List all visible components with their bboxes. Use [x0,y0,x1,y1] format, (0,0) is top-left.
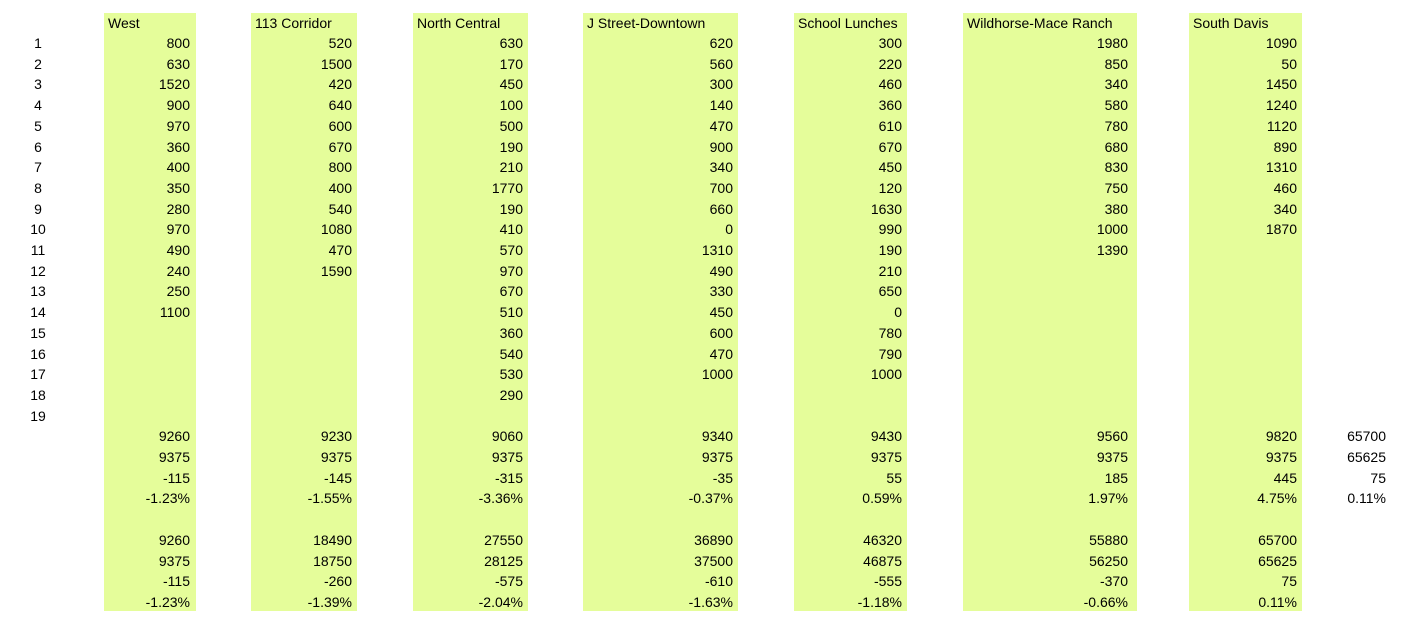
cumulative-cell: 46875 [863,552,902,569]
summary-cell: 9060 [491,428,523,445]
cumulative-cell: 28125 [484,552,523,569]
summary-cell: 9340 [701,428,733,445]
data-cell: 340 [1273,200,1297,217]
data-cell: 1980 [1096,35,1128,51]
summary-cell: 445 [1273,469,1297,486]
data-cell: 210 [878,262,902,279]
data-cell: 970 [166,117,190,134]
data-cell: 1310 [701,242,733,258]
data-cell: 360 [166,138,190,155]
data-cell: 620 [709,35,733,51]
data-cell: 1000 [701,366,733,383]
data-cell: 510 [499,304,523,321]
row-number: 6 [34,138,42,155]
summary-cell: 9375 [1265,449,1297,465]
summary-cell: 0.59% [862,490,902,507]
data-cell: 1000 [1096,221,1128,238]
summary-cell: 9375 [491,449,523,465]
data-cell: 1310 [1265,159,1297,176]
data-cell: 970 [499,262,523,279]
row-number: 4 [34,97,42,114]
data-cell: 170 [499,55,523,72]
cumulative-cell: 18750 [313,552,352,569]
data-cell: 610 [878,117,902,134]
row-number: 9 [34,200,42,217]
data-cell: 360 [878,97,902,114]
data-cell: 1390 [1096,242,1128,258]
data-cell: 460 [878,76,902,93]
cumulative-cell: -370 [1099,573,1128,590]
data-cell: 280 [166,200,190,217]
data-cell: 700 [709,179,733,196]
summary-cell: 9820 [1265,428,1297,445]
summary-cell: 9260 [158,428,190,445]
data-cell: 780 [878,324,902,341]
data-cell: 670 [328,138,352,155]
summary-cell: 185 [1104,469,1128,486]
data-cell: 560 [709,55,733,72]
data-cell: 380 [1104,200,1128,217]
data-cell: 400 [328,179,352,196]
data-cell: 800 [328,159,352,176]
data-cell: 360 [499,324,523,341]
cumulative-cell: 18490 [313,531,352,548]
data-cell: 100 [499,97,523,114]
data-cell: 680 [1104,138,1128,155]
cumulative-cell: 65700 [1258,531,1297,548]
data-cell: 1000 [870,366,902,383]
data-cell: 970 [166,221,190,238]
data-cell: 640 [328,97,352,114]
data-cell: 460 [1273,179,1297,196]
summary-cell: -3.36% [478,490,523,507]
data-cell: 790 [878,345,902,362]
data-cell: 190 [499,138,523,155]
data-cell: 470 [709,345,733,362]
data-cell: 520 [328,35,352,51]
data-cell: 340 [709,159,733,176]
data-cell: 470 [328,242,352,258]
data-cell: 540 [499,345,523,362]
grand-total-cell: 0.11% [1347,490,1386,507]
summary-cell: 9430 [870,428,902,445]
data-cell: 290 [499,386,523,403]
data-cell: 670 [878,138,902,155]
row-number: 2 [34,55,42,72]
data-cell: 1500 [320,55,352,72]
summary-cell: 4.75% [1257,490,1297,507]
cumulative-cell: 56250 [1089,552,1128,569]
row-number: 18 [30,386,46,403]
grand-total-cell: 65700 [1347,428,1386,445]
cumulative-cell: 55880 [1089,531,1128,548]
summary-cell: -1.23% [145,490,190,507]
data-cell: 1770 [491,179,523,196]
data-cell: 250 [166,283,190,300]
cumulative-cell: 9260 [158,531,190,548]
data-cell: 350 [166,179,190,196]
data-cell: 630 [499,35,523,51]
row-number: 3 [34,76,42,93]
summary-cell: 9375 [158,449,190,465]
data-cell: 850 [1104,55,1128,72]
data-cell: 800 [166,35,190,51]
data-cell: 830 [1104,159,1128,176]
column-header: North Central [417,15,501,31]
summary-cell: -315 [494,469,523,486]
cumulative-cell: 0.11% [1258,593,1297,610]
data-cell: 660 [709,200,733,217]
cumulative-cell: 46320 [863,531,902,548]
row-number: 14 [30,304,46,321]
data-cell: 340 [1104,76,1128,93]
data-cell: 1080 [320,221,352,238]
data-cell: 540 [328,200,352,217]
row-number: 11 [30,242,46,258]
cumulative-cell: 75 [1281,573,1297,590]
data-cell: 190 [499,200,523,217]
cumulative-cell: 9375 [158,552,190,569]
cumulative-cell: -0.66% [1083,593,1128,610]
data-cell: 1870 [1265,221,1297,238]
data-cell: 650 [878,283,902,300]
summary-cell: 9560 [1096,428,1128,445]
data-cell: 240 [166,262,190,279]
row-number: 5 [34,117,42,134]
cumulative-cell: 27550 [484,531,523,548]
row-number: 10 [30,221,46,238]
row-number: 1 [34,35,42,51]
data-cell: 410 [499,221,523,238]
row-number: 7 [34,159,42,176]
data-cell: 300 [878,35,902,51]
data-cell: 450 [878,159,902,176]
data-cell: 600 [328,117,352,134]
data-cell: 450 [709,304,733,321]
data-cell: 530 [499,366,523,383]
row-number: 17 [30,366,46,383]
data-cell: 490 [166,242,190,258]
data-cell: 570 [499,242,523,258]
data-cell: 990 [878,221,902,238]
data-cell: 490 [709,262,733,279]
cumulative-cell: -555 [873,573,902,590]
data-cell: 500 [499,117,523,134]
data-cell: 780 [1104,117,1128,134]
summary-cell: -1.55% [307,490,352,507]
data-cell: 300 [709,76,733,93]
grand-total-cell: 75 [1370,469,1386,486]
summary-cell: -0.37% [688,490,733,507]
column-header: West [108,15,140,31]
data-cell: 0 [894,304,902,321]
data-cell: 330 [709,283,733,300]
data-cell: 50 [1281,55,1297,72]
data-cell: 1590 [320,262,352,279]
data-cell: 670 [499,283,523,300]
summary-cell: -115 [163,469,190,486]
column-header: 113 Corridor [255,15,332,31]
column-header: J Street-Downtown [587,15,706,31]
row-number: 16 [30,345,46,362]
summary-cell: 55 [886,469,902,486]
row-number: 8 [34,179,42,196]
summary-cell: -35 [712,469,733,486]
summary-cell: -145 [323,469,352,486]
data-cell: 900 [166,97,190,114]
data-cell: 900 [709,138,733,155]
column-header: Wildhorse-Mace Ranch [967,15,1113,31]
row-number: 13 [30,283,46,300]
data-cell: 750 [1104,179,1128,196]
cumulative-cell: 65625 [1258,552,1297,569]
data-cell: 1630 [870,200,902,217]
data-cell: 120 [878,179,902,196]
summary-cell: 9375 [320,449,352,465]
cumulative-cell: -575 [494,573,523,590]
summary-cell: 9375 [1096,449,1128,465]
data-cell: 1240 [1265,97,1297,114]
data-cell: 580 [1104,97,1128,114]
summary-cell: 9375 [701,449,733,465]
row-number: 12 [30,262,46,279]
data-cell: 400 [166,159,190,176]
grand-total-cell: 65625 [1347,449,1386,465]
cumulative-cell: 36890 [694,531,733,548]
cumulative-cell: 37500 [694,552,733,569]
cumulative-cell: -1.23% [145,593,190,610]
data-cell: 140 [709,97,733,114]
data-cell: 1090 [1265,35,1297,51]
data-cell: 0 [725,221,733,238]
data-cell: 1120 [1266,117,1297,134]
column-header: School Lunches [798,15,898,31]
summary-cell: 9230 [320,428,352,445]
data-cell: 630 [166,55,190,72]
data-cell: 210 [499,159,523,176]
data-cell: 600 [709,324,733,341]
data-cell: 220 [878,55,902,72]
data-cell: 190 [878,242,902,258]
data-cell: 1100 [159,304,190,321]
summary-cell: 9375 [870,449,902,465]
cumulative-cell: -2.04% [478,593,523,610]
cumulative-cell: -1.18% [857,593,902,610]
data-cell: 450 [499,76,523,93]
data-cell: 1520 [158,76,190,93]
data-cell: 1450 [1265,76,1297,93]
row-number: 15 [30,324,46,341]
cumulative-cell: -260 [323,573,352,590]
data-cell: 420 [328,76,352,93]
cumulative-cell: -1.63% [688,593,733,610]
cumulative-cell: -115 [163,573,190,590]
cumulative-cell: -1.39% [307,593,352,610]
summary-cell: 1.97% [1088,490,1128,507]
data-cell: 890 [1273,138,1297,155]
data-cell: 470 [709,117,733,134]
cumulative-cell: -610 [704,573,733,590]
column-header: South Davis [1193,15,1269,31]
row-number: 19 [30,407,46,424]
